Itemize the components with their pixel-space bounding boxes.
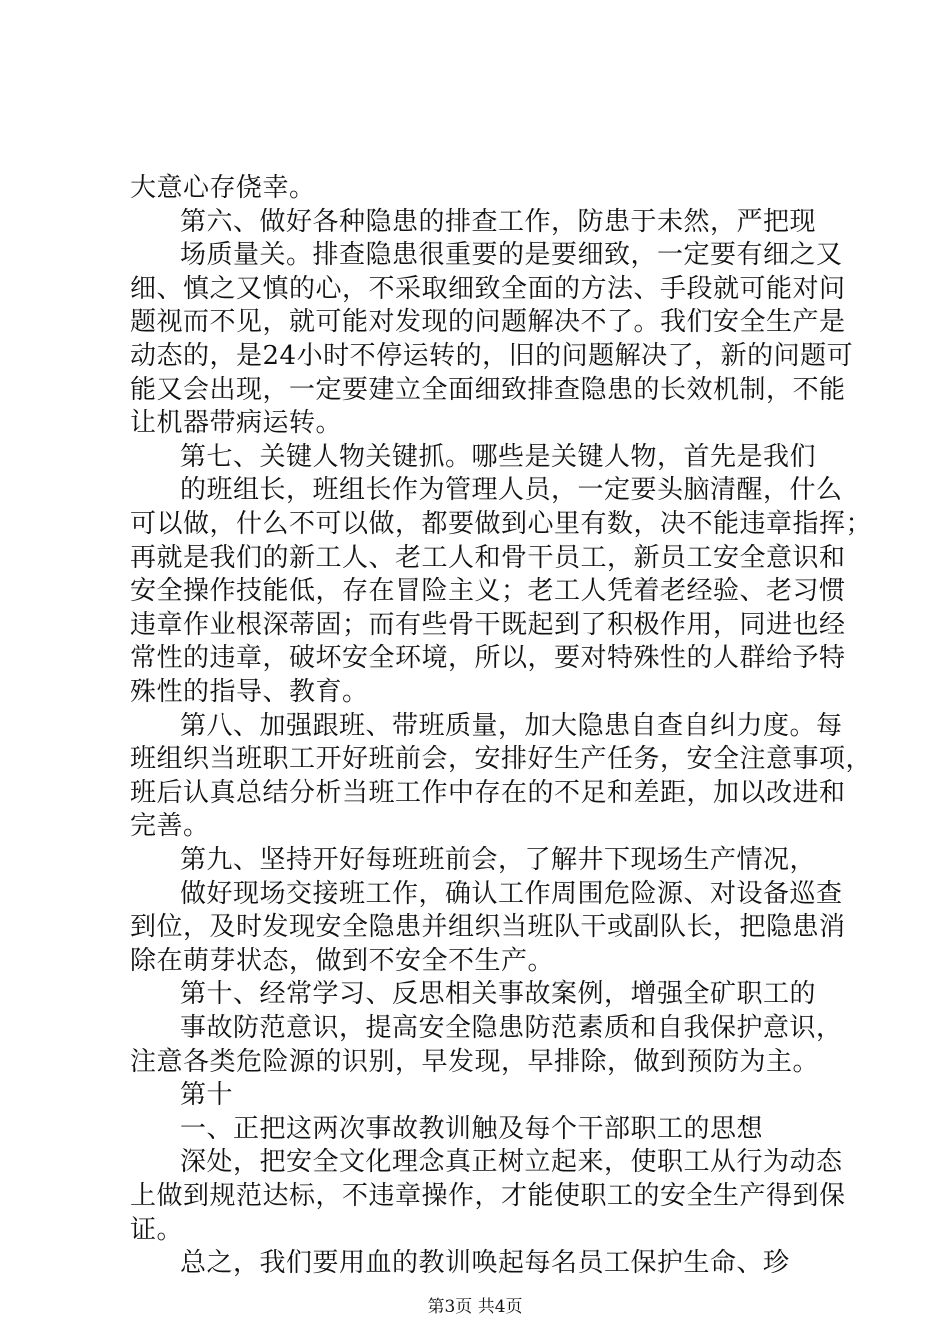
text-line: 常性的违章，破坏安全环境，所以，要对特殊性的人群给予特 [130, 643, 846, 673]
text-line: 第七、关键人物关键抓。哪些是关键人物，首先是我们 [180, 442, 817, 472]
text-line: 违章作业根深蒂固；而有些骨干既起到了积极作用，同进也经 [130, 610, 846, 640]
text-line: 第九、坚持开好每班班前会，了解井下现场生产情况， [180, 845, 817, 875]
text-line: 班组织当班职工开好班前会，安排好生产任务，安全注意事项， [130, 744, 873, 774]
text-line: 大意心存侥幸。 [130, 173, 316, 203]
text-line: 班后认真总结分析当班工作中存在的不足和差距，加以改进和 [130, 778, 846, 808]
text-line: 安全操作技能低，存在冒险主义；老工人凭着老经验、老习惯 [130, 576, 846, 606]
text-line: 事故防范意识，提高安全隐患防范素质和自我保护意识， [180, 1013, 843, 1043]
text-line: 到位，及时发现安全隐患并组织当班队干或副队长，把隐患消 [130, 912, 846, 942]
text-line: 动态的，是24小时不停运转的，旧的问题解决了，新的问题可 [130, 341, 854, 371]
text-line: 上做到规范达标，不违章操作，才能使职工的安全生产得到保 [130, 1181, 846, 1211]
text-line: 注意各类危险源的识别，早发现，早排除，做到预防为主。 [130, 1047, 820, 1077]
text-line: 完善。 [130, 811, 210, 841]
text-line: 殊性的指导、教育。 [130, 677, 369, 707]
text-line: 的班组长，班组长作为管理人员，一定要头脑清醒，什么 [180, 475, 843, 505]
text-line: 除在萌芽状态，做到不安全不生产。 [130, 946, 555, 976]
text-line: 第八、加强跟班、带班质量，加大隐患自查自纠力度。每 [180, 711, 843, 741]
text-line: 让机器带病运转。 [130, 408, 343, 438]
text-line: 再就是我们的新工人、老工人和骨干员工，新员工安全意识和 [130, 543, 846, 573]
text-line: 总之，我们要用血的教训唤起每名员工保护生命、珍 [180, 1248, 790, 1278]
text-line: 可以做，什么不可以做，都要做到心里有数，决不能违章指挥； [130, 509, 873, 539]
text-line: 深处，把安全文化理念真正树立起来，使职工从行为动态 [180, 1147, 843, 1177]
text-line: 第十、经常学习、反思相关事故案例，增强全矿职工的 [180, 979, 817, 1009]
text-line: 证。 [130, 1215, 184, 1245]
text-line: 题视而不见，就可能对发现的问题解决不了。我们安全生产是 [130, 307, 846, 337]
page-number-footer: 第3页 共4页 [427, 1297, 523, 1317]
text-line: 场质量关。排查隐患很重要的是要细致，一定要有细之又 [180, 240, 843, 270]
text-line: 细、慎之又慎的心，不采取细致全面的方法、手段就可能对问 [130, 274, 846, 304]
text-line: 第六、做好各种隐患的排查工作，防患于未然，严把现 [180, 207, 817, 237]
text-line: 一、正把这两次事故教训触及每个干部职工的思想 [180, 1114, 764, 1144]
text-line: 能又会出现，一定要建立全面细致排查隐患的长效机制，不能 [130, 375, 846, 405]
text-line: 做好现场交接班工作，确认工作周围危险源、对设备巡查 [180, 879, 843, 909]
text-line: 第十 [180, 1080, 234, 1110]
